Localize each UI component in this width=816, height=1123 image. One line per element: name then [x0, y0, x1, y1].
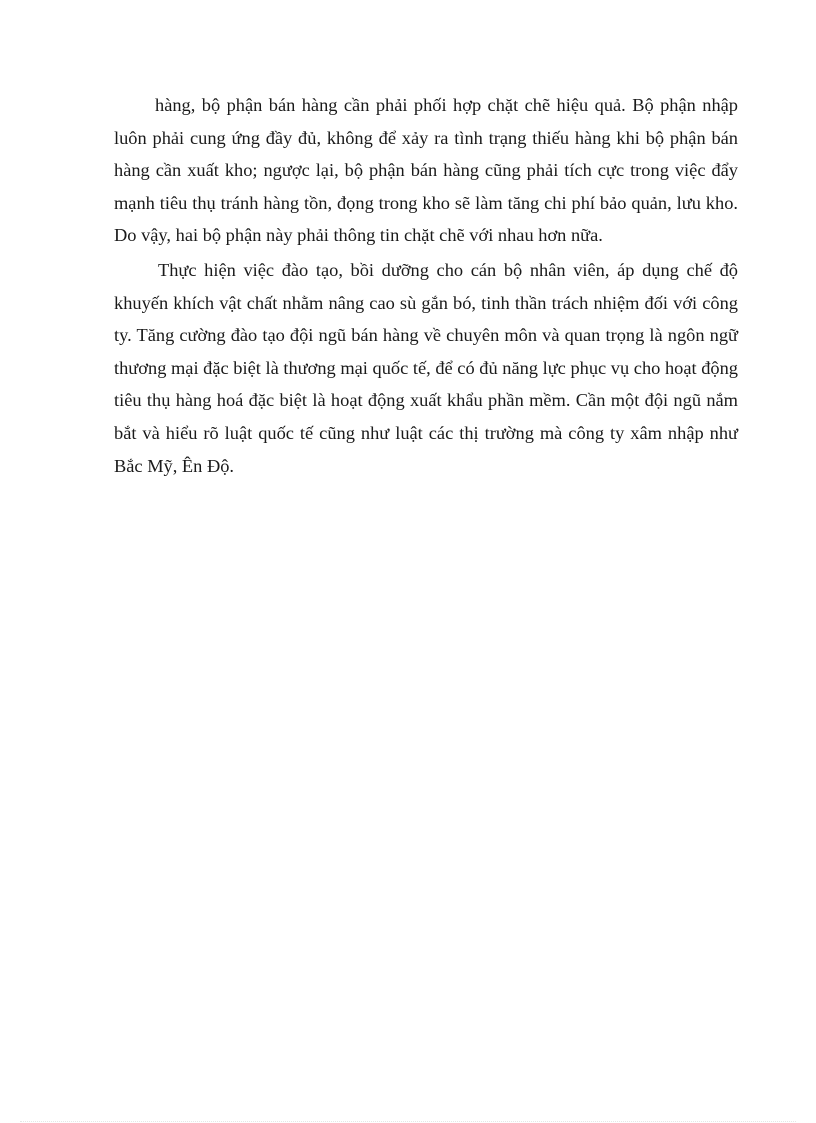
body-text: [114, 89, 738, 482]
page-bottom-rule: [20, 1121, 796, 1122]
paragraph-2: Thực hiện việc đào tạo, bồi dưỡng cho cán bộ nhân viên, áp dụng chế độ khuyến khích vật chất nhằm nâng cao sù gắn bó, tinh thần trách nhiệm đối với công ty. Tăng cường đào tạo đội ngũ bán hàng về chuyên môn và quan trọng là ngôn ngữ thương mại đặc biệt là thương mại quốc tế, để có đủ năng lực phục vụ cho hoạt động tiêu thụ hàng hoá đặc biệt là hoạt động xuất khẩu phần mềm. Cần một đội ngũ nắm bắt và hiểu rõ luật quốc tế cũng như luật các thị trường mà công ty xâm nhập như Bắc Mỹ, Ên Độ.: [114, 259, 738, 476]
paragraph-1: hàng, bộ phận bán hàng cần phải phối hợp chặt chẽ hiệu quả. Bộ phận nhập luôn phải cung ứng đầy đủ, không để xảy ra tình trạng thiếu hàng khi bộ phận bán hàng cần xuất kho; ngược lại, bộ phận bán hàng cũng phải tích cực trong việc đẩy mạnh tiêu thụ tránh hàng tồn, đọng trong kho sẽ làm tăng chi phí bảo quản, lưu kho. Do vậy, hai bộ phận này phải thông tin chặt chẽ với nhau hơn nữa.: [114, 95, 738, 246]
